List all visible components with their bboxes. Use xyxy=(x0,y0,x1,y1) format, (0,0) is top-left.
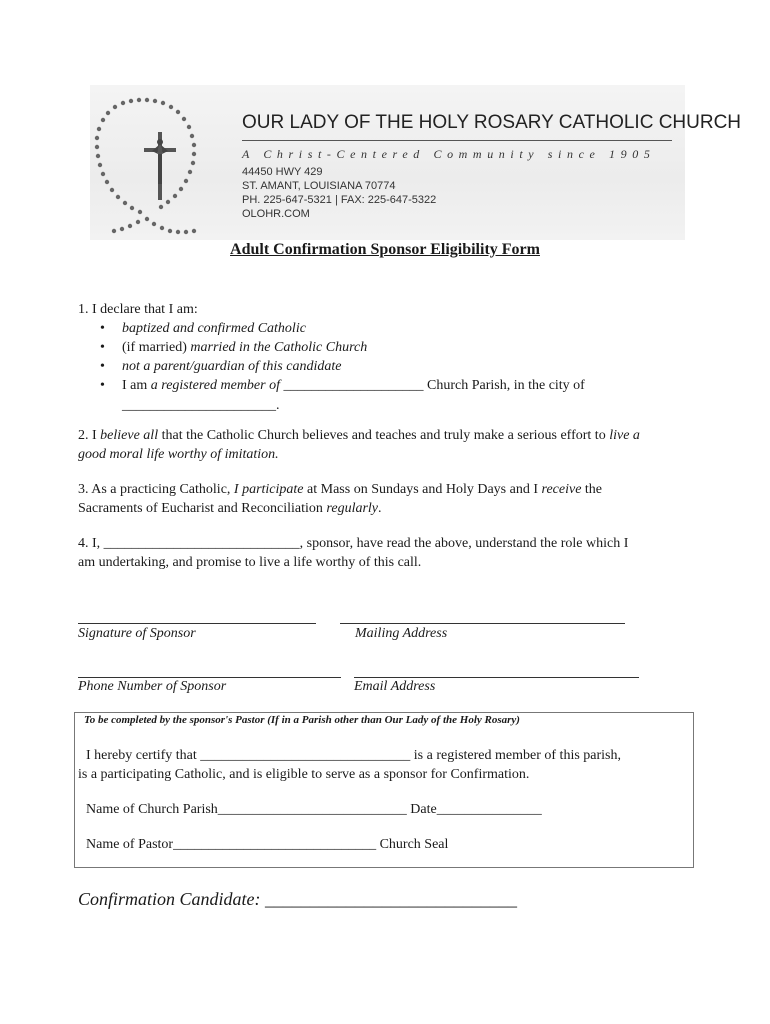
item-3-h: . xyxy=(378,501,382,516)
website: OLOHR.COM xyxy=(242,208,310,220)
item-3-a: 3. As a practicing Catholic, xyxy=(78,482,234,497)
item-1-bullet-2 xyxy=(122,340,367,356)
bullet-2-italic: married in the Catholic Church xyxy=(190,340,368,355)
item-2-d: live a xyxy=(609,428,640,443)
email-address-line[interactable] xyxy=(354,677,639,678)
item-1-bullet-4 xyxy=(122,378,585,394)
church-tagline: A Christ-Centered Community since 1905 xyxy=(242,147,656,161)
item-2-a: 2. I xyxy=(78,428,101,443)
form-title: Adult Confirmation Sponsor Eligibility Form xyxy=(230,241,540,258)
item-3-c: at Mass on Sundays and Holy Days and I xyxy=(303,482,542,497)
phone-number-line[interactable] xyxy=(78,677,341,678)
pastor-name-line[interactable]: Name of Pastor_____________________________ Church Seal xyxy=(86,837,449,852)
item-2-line-2: good moral life worthy of imitation. xyxy=(78,447,279,462)
bullet-4-plain-b: Church Parish, in the city of xyxy=(426,378,585,393)
mailing-address-label: Mailing Address xyxy=(355,626,448,641)
address-line-2: ST. AMANT, LOUISIANA 70774 xyxy=(242,180,396,192)
item-3-d: receive xyxy=(541,482,582,497)
phone-fax: PH. 225-647-5321 | FAX: 225-647-5322 xyxy=(242,194,437,206)
bullet-4-plain-a: I am xyxy=(122,378,151,393)
address-line-1: 44450 HWY 429 xyxy=(242,166,323,178)
church-parish-date-line[interactable]: Name of Church Parish___________________________ Date_______________ xyxy=(86,802,542,817)
candidate-blank[interactable]: ____________________________ xyxy=(265,889,518,909)
bullet-4-italic: a registered member of xyxy=(150,378,280,393)
certify-line-1[interactable]: I hereby certify that ______________________________ is a registered member of this parish, xyxy=(86,748,621,763)
candidate-label: Confirmation Candidate: xyxy=(78,889,261,909)
rosary-crucifix-logo xyxy=(92,92,202,240)
bullet-icon: • xyxy=(100,359,105,374)
email-address-label: Email Address xyxy=(354,679,436,694)
letterhead-rule xyxy=(242,140,672,141)
item-4-line-2: am undertaking, and promise to live a life worthy of this call. xyxy=(78,555,422,570)
sponsor-signature-label: Signature of Sponsor xyxy=(78,626,196,641)
item-3-line-1 xyxy=(78,482,602,498)
item-3-e: the xyxy=(581,482,603,497)
item-2-b: believe all xyxy=(100,428,159,443)
bullet-2-plain: (if married) xyxy=(122,340,191,355)
item-3-g: regularly xyxy=(326,501,379,516)
item-3-line-2 xyxy=(78,501,382,517)
church-name: OUR LADY OF THE HOLY ROSARY CATHOLIC CHURCH xyxy=(242,112,742,133)
item-2-line-1 xyxy=(78,428,640,444)
item-4-line-1[interactable]: 4. I, ____________________________, sponsor, have read the above, understand the role which I xyxy=(78,536,629,551)
confirmation-candidate xyxy=(78,889,517,910)
certify-line-2: is a participating Catholic, and is eligible to serve as a sponsor for Confirmation. xyxy=(78,767,530,782)
item-1-bullet-1: baptized and confirmed Catholic xyxy=(122,321,306,336)
bullet-icon: • xyxy=(100,378,105,393)
item-2-c: that the Catholic Church believes and teaches and truly make a serious effort to xyxy=(158,428,610,443)
item-1-intro: 1. I declare that I am: xyxy=(78,302,198,317)
sponsor-signature-line[interactable] xyxy=(78,623,316,624)
item-1-bullet-3: not a parent/guardian of this candidate xyxy=(122,359,342,374)
mailing-address-line[interactable] xyxy=(340,623,625,624)
item-3-b: I participate xyxy=(233,482,304,497)
city-blank[interactable]: ______________________. xyxy=(122,398,280,413)
bullet-icon: • xyxy=(100,340,105,355)
bullet-icon: • xyxy=(100,321,105,336)
pastor-box-header: To be completed by the sponsor's Pastor (If in a Parish other than Our Lady of the Holy Rosary) xyxy=(84,714,520,726)
item-3-f: Sacraments of Eucharist and Reconciliation xyxy=(78,501,327,516)
phone-number-label: Phone Number of Sponsor xyxy=(78,679,227,694)
parish-blank[interactable]: ____________________ xyxy=(279,378,427,393)
